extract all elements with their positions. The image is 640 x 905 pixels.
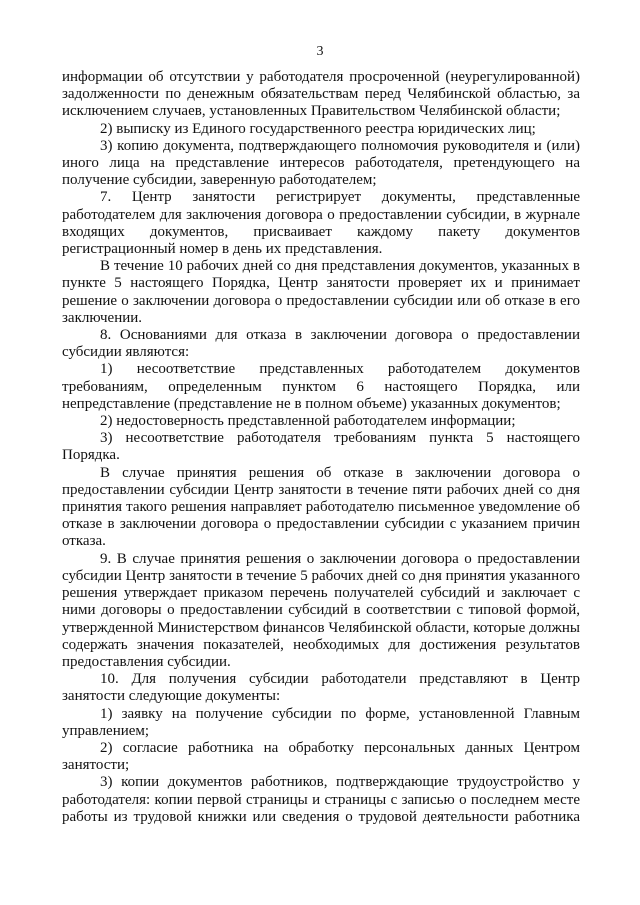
paragraph-clause-10: 10. Для получения субсидии работодатели представляют в Центр занятости следующие документы: <box>62 671 580 705</box>
paragraph-refusal-2: 2) недостоверность представленной работодателем информации; <box>100 413 516 430</box>
paragraph-refusal-notice: В случае принятия решения об отказе в заключении договора о предоставлении субсидии Центр занятости в течение пяти рабочих дней со дня принятия такого решения направляет работодателю письменное уведомление об отказе в заключении договора о предоставлении субсидии с указанием причин отказа. <box>62 464 580 550</box>
paragraph-clause-8: 8. Основаниями для отказа в заключении договора о предоставлении субсидии являются: <box>62 327 580 361</box>
paragraph-clause-9: 9. В случае принятия решения о заключении договора о предоставлении субсидии Центр занятости в течение 5 рабочих дней со дня принятия указанного решения утверждает приказом перечень получателей субсидий и заключает с ними договоры о предоставлении субсидий в соответствии с типовой формой, утвержденной Министерством финансов Челябинской области, которые должны содержать значения показателей, необходимых для достижения результатов предоставления субсидии. <box>62 550 580 670</box>
paragraph-doc-3: 3) копии документов работников, подтверждающие трудоустройство у работодателя: копии первой страницы и страницы с записью о последнем месте работы из трудовой книжки или сведения о трудовой деятельности работника <box>62 774 580 825</box>
paragraph-review-period: В течение 10 рабочих дней со дня представления документов, указанных в пункте 5 настоящего Порядка, Центр занятости проверяет их и принимает решение о заключении договора о предоставлении субсидии или об отказе в его заключении. <box>62 258 580 326</box>
paragraph-doc-1: 1) заявку на получение субсидии по форме, установленной Главным управлением; <box>62 705 580 739</box>
paragraph-continued: информации об отсутствии у работодателя просроченной (неурегулированной) задолженности по денежным обязательствам перед Челябинской областью, за исключением случаев, установленных Правительством Челябинской области; <box>62 69 580 120</box>
paragraph-item-3: 3) копию документа, подтверждающего полномочия руководителя и (или) иного лица на представление интересов работодателя, претендующего на получение субсидии, заверенную работодателем; <box>62 137 580 189</box>
paragraph-refusal-1: 1) несоответствие представленных работодателем документов требованиям, определенным пунктом 6 настоящего Порядка, или непредставление (представление не в полном объеме) указанных документов; <box>62 361 580 412</box>
paragraph-refusal-3: 3) несоответствие работодателя требованиям пункта 5 настоящего Порядка. <box>62 430 580 464</box>
paragraph-item-2: 2) выписку из Единого государственного реестра юридических лиц; <box>100 120 536 137</box>
paragraph-clause-7: 7. Центр занятости регистрирует документы, представленные работодателем для заключения договора о предоставлении субсидии, в журнале входящих документов, присваивает каждому пакету документов регистрационный номер в день их представления. <box>62 189 580 258</box>
document-body <box>62 69 580 826</box>
paragraph-doc-2: 2) согласие работника на обработку персональных данных Центром занятости; <box>62 739 580 774</box>
page-number: 3 <box>316 44 324 59</box>
